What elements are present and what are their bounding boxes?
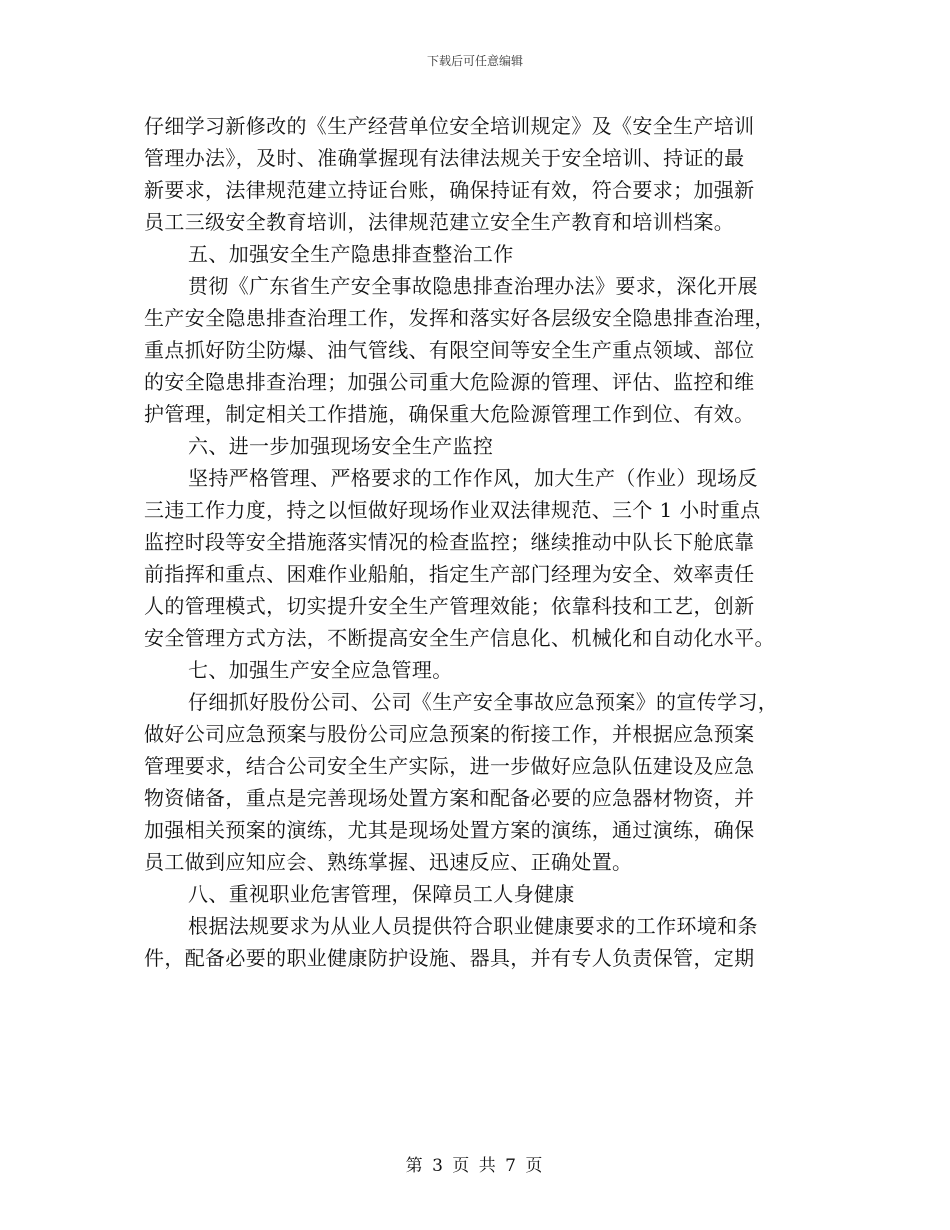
body-line: 仔细学习新修改的《生产经营单位安全培训规定》及《安全生产培训 [144,114,755,138]
body-line: 贯彻《广东省生产安全事故隐患排查治理办法》要求，深化开展 [188,274,758,298]
page-header-note: 下载后可任意编辑 [426,54,523,68]
body-line: 物资储备，重点是完善现场处置方案和配备必要的应急器材物资，并 [144,786,755,810]
body-line: 员工做到应知应会、熟练掌握、迅速反应、正确处置。 [144,850,633,874]
section-heading: 五、加强安全生产隐患排查整治工作 [188,242,514,266]
body-line: 做好公司应急预案与股份公司应急预案的衔接工作，并根据应急预案 [144,722,755,746]
section-heading: 六、进一步加强现场安全生产监控 [188,434,494,458]
body-line: 的安全隐患排查治理；加强公司重大危险源的管理、评估、监控和维 [144,370,755,394]
body-line: 前指挥和重点、困难作业船舶，指定生产部门经理为安全、效率责任 [144,562,755,586]
body-line: 人的管理模式，切实提升安全生产管理效能；依靠科技和工艺，创新 [144,594,755,618]
section-heading: 八、重视职业危害管理，保障员工人身健康 [188,882,575,906]
body-line: 生产安全隐患排查治理工作，发挥和落实好各层级安全隐患排查治理， [144,306,775,330]
body-line: 仔细抓好股份公司、公司《生产安全事故应急预案》的宣传学习， [188,690,779,714]
body-line: 件，配备必要的职业健康防护设施、器具，并有专人负责保管，定期 [144,946,755,970]
body-line: 根据法规要求为从业人员提供符合职业健康要求的工作环境和条 [188,914,758,938]
body-line: 三违工作力度，持之以恒做好现场作业双法律规范、三个 1 小时重点 [144,498,761,522]
body-line: 员工三级安全教育培训，法律规范建立安全生产教育和培训档案。 [144,210,735,234]
body-line: 重点抓好防尘防爆、油气管线、有限空间等安全生产重点领域、部位 [144,338,755,362]
body-line: 坚持严格管理、严格要求的工作作风，加大生产（作业）现场反 [188,466,758,490]
body-line: 新要求，法律规范建立持证台账，确保持证有效，符合要求；加强新 [144,178,755,202]
page-number-footer: 第 3 页 共 7 页 [405,1156,545,1176]
body-line: 安全管理方式方法，不断提高安全生产信息化、机械化和自动化水平。 [144,626,775,650]
body-line: 管理办法》，及时、准确掌握现有法律法规关于安全培训、持证的最 [144,146,745,170]
document-body [144,110,806,974]
body-line: 监控时段等安全措施落实情况的检查监控；继续推动中队长下舱底靠 [144,530,755,554]
body-line: 管理要求，结合公司安全生产实际，进一步做好应急队伍建设及应急 [144,754,755,778]
section-heading: 七、加强生产安全应急管理。 [188,658,453,682]
body-line: 加强相关预案的演练，尤其是现场处置方案的演练，通过演练，确保 [144,818,755,842]
body-line: 护管理，制定相关工作措施，确保重大危险源管理工作到位、有效。 [144,402,755,426]
